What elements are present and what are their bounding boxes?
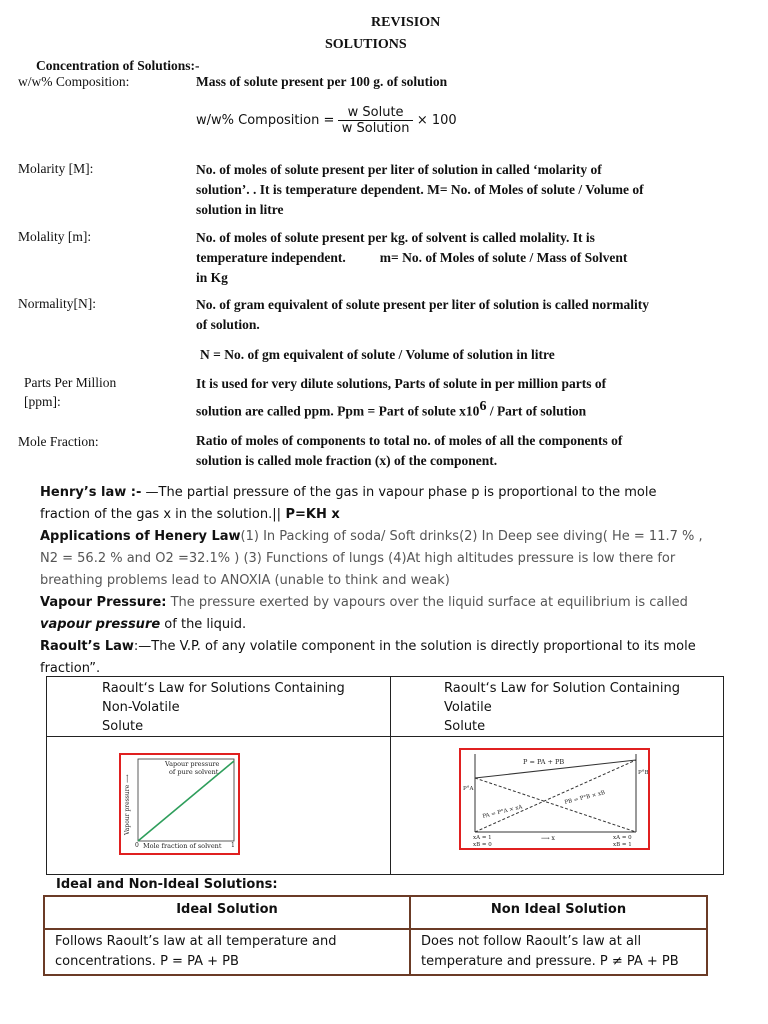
molality-line-3: in Kg xyxy=(196,270,228,285)
molarity-line-2: solution’. . It is temperature dependent. M= No. of Moles of solute / Volume of xyxy=(196,182,644,197)
applications-line-2: N2 = 56.2 % and O2 =32.1% ) (3) Functions of lungs (4)At high altitudes pressure is low there for xyxy=(40,551,676,566)
henry-line-2 xyxy=(40,504,740,526)
ppm-label-line-2: [ppm]: xyxy=(24,394,61,409)
molality-label: Molality [m]: xyxy=(18,229,92,244)
fig1-xlabel: Mole fraction of solvent xyxy=(143,842,222,850)
ppm-desc xyxy=(196,372,738,423)
normality-desc xyxy=(196,295,756,335)
ww-desc: Mass of solute present per 100 g. of solution xyxy=(196,74,448,89)
ww-formula-rhs: × 100 xyxy=(416,113,457,128)
ideal-cell xyxy=(44,929,410,975)
raoult-line-1 xyxy=(40,636,740,658)
ppm-label-line-1: Parts Per Million xyxy=(24,375,117,390)
figure-non-volatile xyxy=(119,753,240,855)
nonideal-line-2: temperature and pressure. P ≠ PA + PB xyxy=(421,954,679,969)
ppm-line-2b: / Part of solution xyxy=(486,403,587,419)
molarity-line-1: No. of moles of solute present per liter of solution in called ‘molarity of xyxy=(196,162,602,177)
ww-label: w/w% Composition: xyxy=(18,74,130,89)
ideal-line-1: Follows Raoult’s law at all temperature and xyxy=(55,934,337,949)
raoult-col2-line-1: Raoult‘s Law for Solution Containing xyxy=(444,681,681,696)
figure-non-volatile-svg xyxy=(121,755,238,853)
fig1-title-1: Vapour pressure xyxy=(165,760,220,768)
henry-formula: P=KH x xyxy=(280,507,340,522)
henry-line-1 xyxy=(40,482,740,504)
fig2-pa-label: PA = P°A × xA xyxy=(482,804,524,820)
fig2-pb-label: PB = P°B × xB xyxy=(564,790,606,806)
figure-volatile-svg xyxy=(461,750,648,848)
vapour-text-1: The pressure exerted by vapours over the liquid surface at equilibrium is called xyxy=(166,595,688,610)
ppm-line-2 xyxy=(196,395,738,423)
section-heading-ideal: Ideal and Non-Ideal Solutions: xyxy=(56,877,278,892)
molarity-label: Molarity [M]: xyxy=(18,161,94,176)
ww-fraction-numerator: w Solute xyxy=(338,105,414,121)
normality-label: Normality[N]: xyxy=(18,296,96,311)
fig2-xa1: xA = 1 xyxy=(473,835,492,841)
vapour-term: vapour pressure xyxy=(40,617,161,632)
raoult-table-header-row xyxy=(47,677,724,737)
page-subtitle: SOLUTIONS xyxy=(325,37,407,52)
fig2-right-label: P°B xyxy=(638,770,648,776)
nonideal-line-1: Does not follow Raoult’s law at all xyxy=(421,934,642,949)
raoult-title: Raoult’s Law xyxy=(40,639,134,654)
raoult-col1-line-2: Non-Volatile xyxy=(102,700,180,715)
ww-formula xyxy=(196,105,457,136)
molefraction-desc xyxy=(196,431,741,471)
molality-desc xyxy=(196,228,756,288)
molarity-line-3: solution in litre xyxy=(196,202,284,217)
ideal-table-body-row xyxy=(44,929,707,975)
fig2-xb1: xB = 1 xyxy=(613,842,632,848)
nonideal-cell xyxy=(410,929,707,975)
molefraction-line-1: Ratio of moles of components to total no. of moles of all the components of xyxy=(196,433,623,448)
fig2-left-label: P°A xyxy=(463,786,474,792)
applications-line-3: breathing problems lead to ANOXIA (unable to think and weak) xyxy=(40,573,450,588)
fig2-xb0: xB = 0 xyxy=(473,842,492,848)
raoult-table-header-col1 xyxy=(47,677,391,737)
raoult-table-header-col2 xyxy=(391,677,724,737)
molality-line-2b: m= No. of Moles of solute / Mass of Solvent xyxy=(379,250,628,265)
applications-text-1: (1) In Packing of soda/ Soft drinks(2) In Deep see diving( He = 11.7 % , xyxy=(240,529,703,544)
nonideal-header: Non Ideal Solution xyxy=(410,896,707,929)
molefraction-line-2: solution is called mole fraction (x) of the component. xyxy=(196,453,498,468)
raoult-col1-line-3: Solute xyxy=(102,719,144,734)
ww-formula-lhs: w/w% Composition = xyxy=(196,113,335,128)
ppm-line-1: It is used for very dilute solutions, Parts of solute in per million parts of xyxy=(196,376,607,391)
normality-formula: N = No. of gm equivalent of solute / Volume of solution in litre xyxy=(200,347,555,362)
ppm-label xyxy=(24,373,116,411)
molefraction-label: Mole Fraction: xyxy=(18,434,99,449)
ww-fraction-denominator: w Solution xyxy=(341,121,410,136)
henry-paragraph xyxy=(40,482,740,680)
raoult-col2-line-2: Volatile xyxy=(444,700,492,715)
fig1-x1: 1 xyxy=(231,842,235,849)
vapour-line-2 xyxy=(40,614,740,636)
molality-line-2 xyxy=(196,248,756,268)
normality-line-1: No. of gram equivalent of solute present per liter of solution is called normality xyxy=(196,297,649,312)
ppm-exponent: 6 xyxy=(479,399,487,414)
ideal-nonideal-table xyxy=(43,895,708,976)
raoult-line-2: fraction”. xyxy=(40,661,101,676)
fig1-title-2: of pure solvent xyxy=(169,768,219,776)
molality-line-2a: temperature independent. xyxy=(196,250,346,265)
ideal-line-2: concentrations. P = PA + PB xyxy=(55,954,239,969)
fig2-pb-line xyxy=(475,760,636,832)
ppm-line-2a: solution are called ppm. Ppm = Part of solute x10 xyxy=(196,403,480,419)
fig2-pa-line xyxy=(475,778,636,832)
figure-volatile xyxy=(459,748,650,850)
fig1-x0: 0 xyxy=(135,842,139,849)
ideal-table-header-row xyxy=(44,896,707,929)
molarity-desc xyxy=(196,160,756,220)
vapour-title: Vapour Pressure: xyxy=(40,595,167,610)
henry-title: Henry’s law :- xyxy=(40,485,142,500)
applications-title: Applications of Henery Law xyxy=(40,529,241,544)
section-heading-concentration: Concentration of Solutions:- xyxy=(36,58,200,73)
raoult-col2-line-3: Solute xyxy=(444,719,486,734)
vapour-line-1 xyxy=(40,592,740,614)
page-title: REVISION xyxy=(371,15,441,30)
normality-line-2: of solution. xyxy=(196,317,260,332)
molality-line-1: No. of moles of solute present per kg. of solvent is called molality. It is xyxy=(196,230,595,245)
fig2-xa0: xA = 0 xyxy=(613,835,632,841)
henry-text-2: fraction of the gas x in the solution.|| xyxy=(40,507,281,522)
ww-fraction xyxy=(338,105,414,136)
raoult-col1-line-1: Raoult‘s Law for Solutions Containing xyxy=(102,681,345,696)
fig1-ylabel: Vapour pressure ⟶ xyxy=(124,774,131,835)
fig2-xarrow: ⟶ x xyxy=(541,835,555,842)
henry-text-1: —The partial pressure of the gas in vapour phase p is proportional to the mole xyxy=(141,485,657,500)
vapour-text-2: of the liquid. xyxy=(160,617,247,632)
raoult-text-1: :—The V.P. of any volatile component in the solution is directly proportional to its mole xyxy=(133,639,696,654)
ideal-header: Ideal Solution xyxy=(44,896,410,929)
fig2-top-label: P = PA + PB xyxy=(523,758,565,766)
applications-line-1 xyxy=(40,526,740,548)
